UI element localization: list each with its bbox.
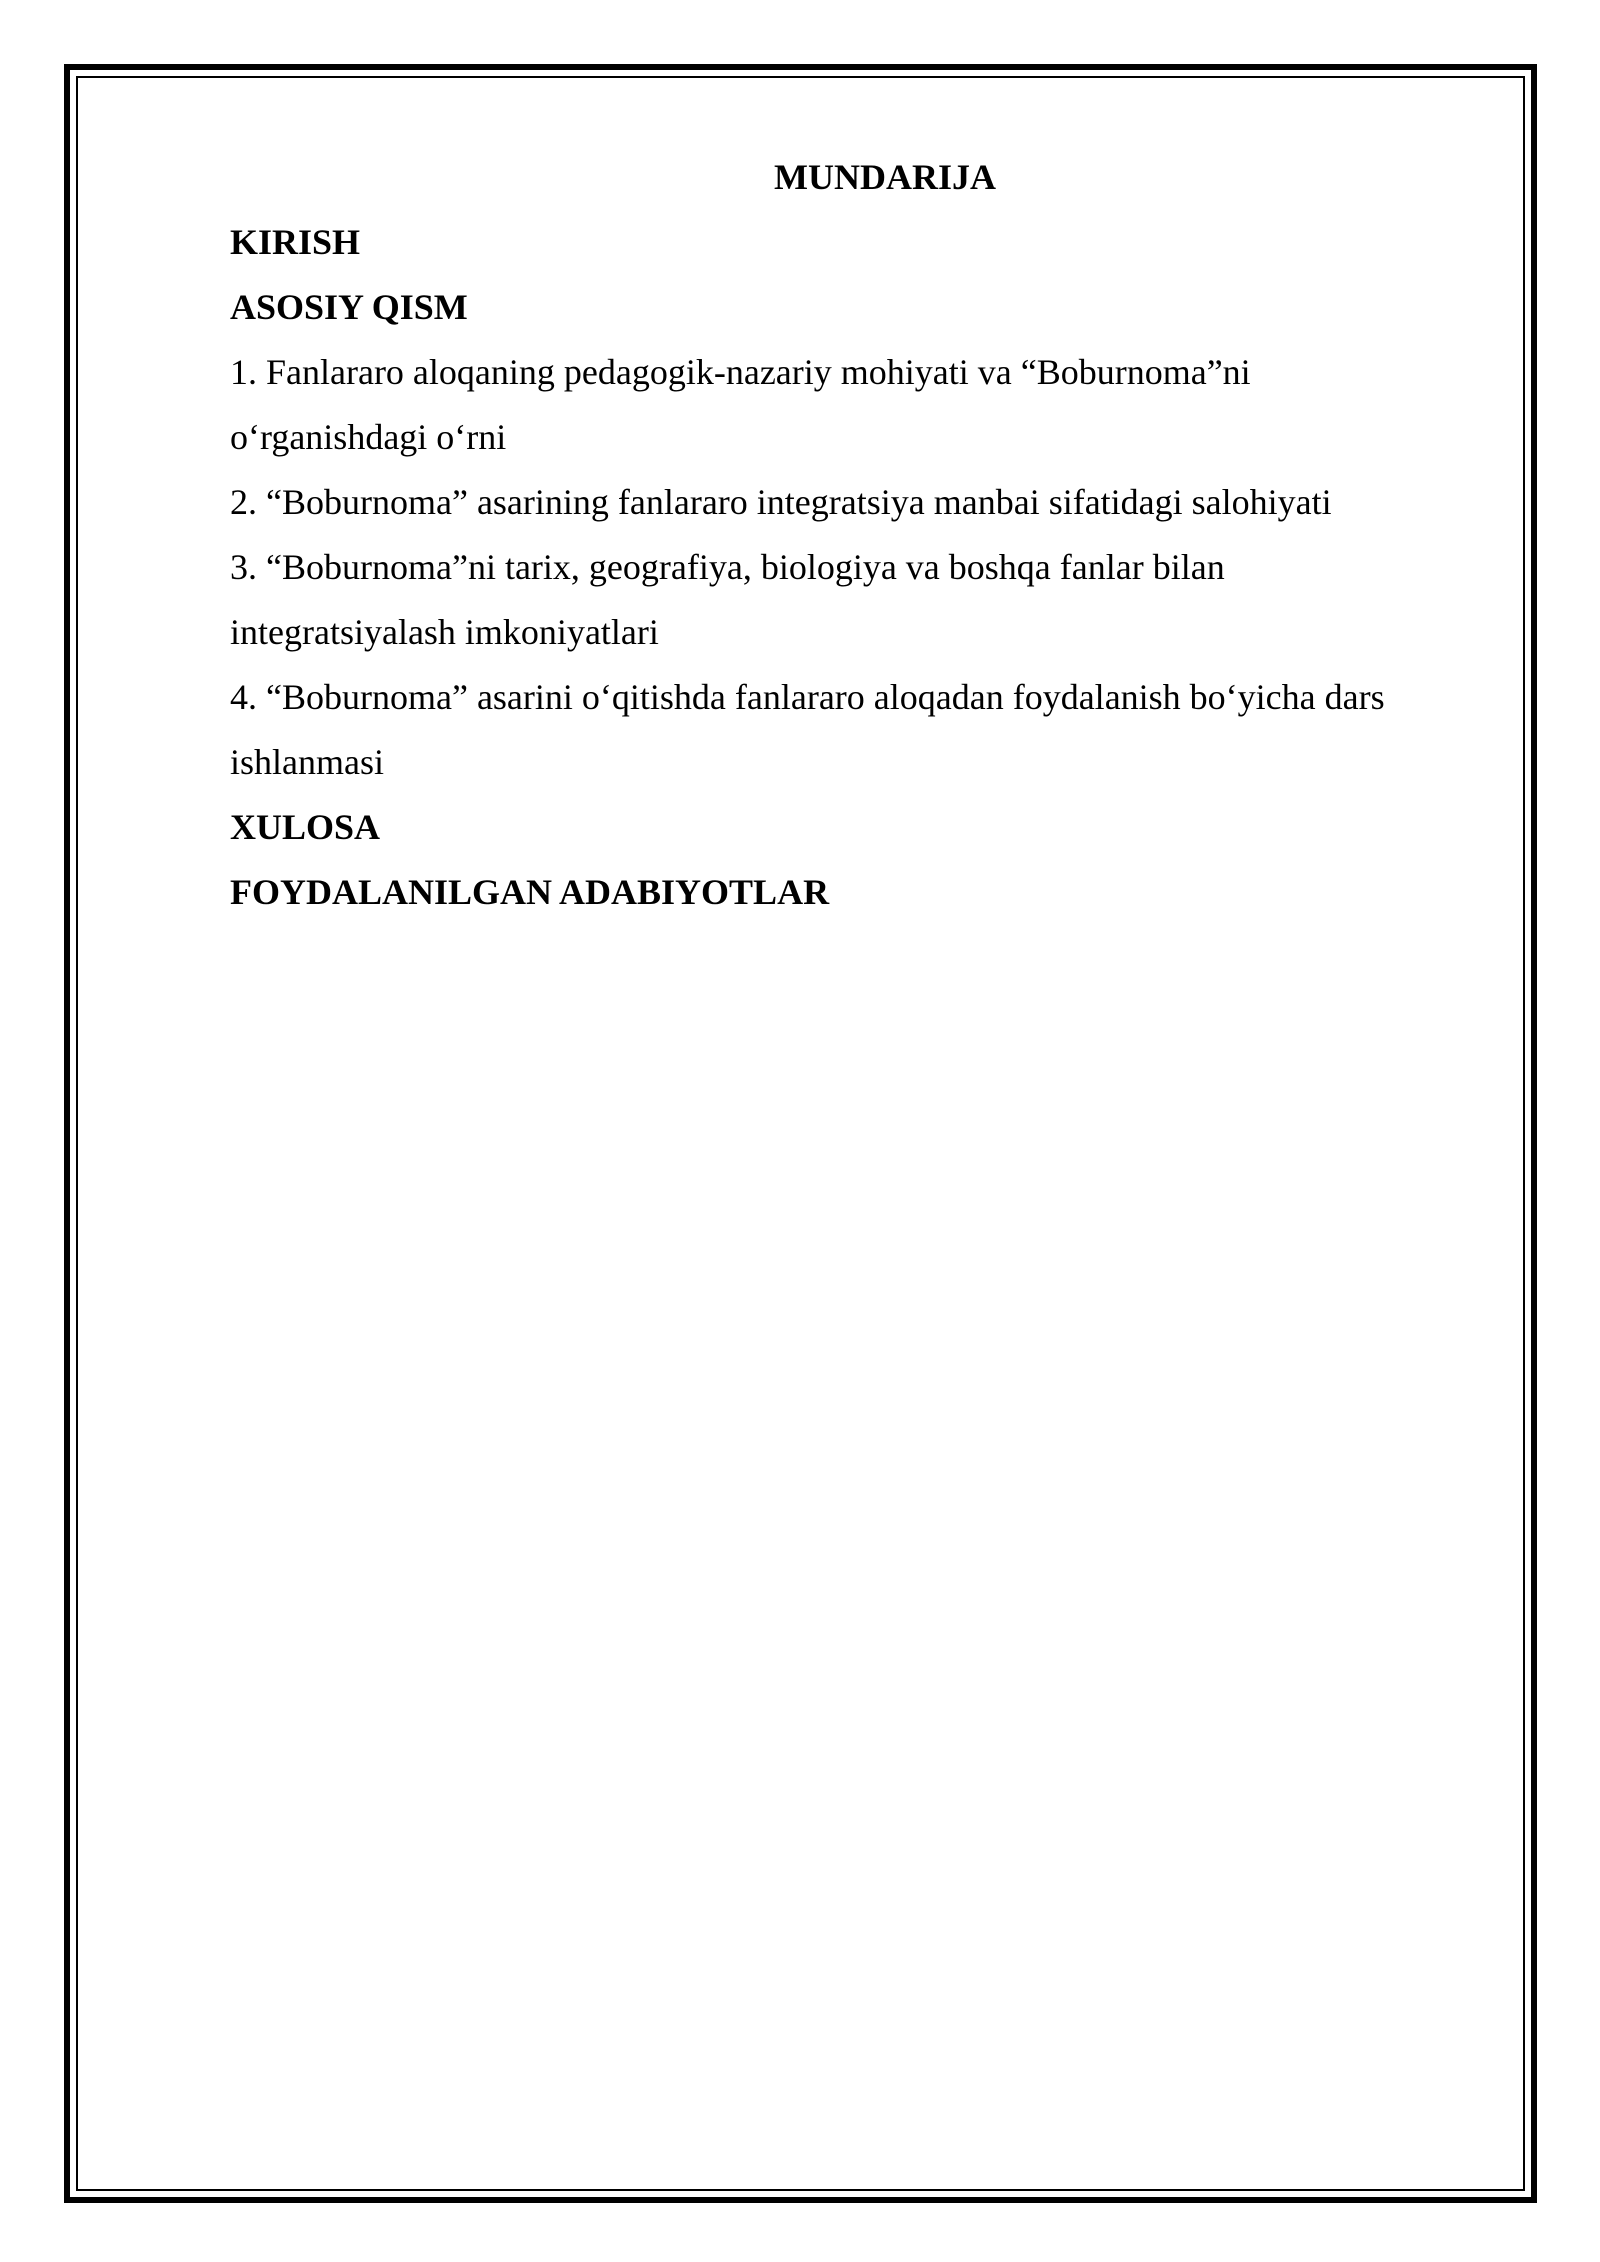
toc-entry-1: 1. Fanlararo aloqaning pedagogik-nazariy mohiyati va “Boburnoma”ni o‘rganishdagi o‘rni	[230, 352, 1251, 457]
toc-entry-4: 4. “Boburnoma” asarini o‘qitishda fanlararo aloqadan foydalanish bo‘yicha dars ishlanmasi	[230, 677, 1385, 782]
toc-entry-adabiyotlar: FOYDALANILGAN ADABIYOTLAR	[230, 872, 830, 912]
page-title: MUNDARIJA	[774, 157, 996, 197]
table-of-contents	[230, 145, 1450, 925]
toc-entry-asosiy-qism: ASOSIY QISM	[230, 287, 468, 327]
toc-entry-kirish: KIRISH	[230, 222, 361, 262]
toc-list	[230, 210, 1450, 925]
toc-entry-3: 3. “Boburnoma”ni tarix, geografiya, biologiya va boshqa fanlar bilan integratsiyalash imkoniyatlari	[230, 547, 1225, 652]
toc-entry-xulosa: XULOSA	[230, 807, 381, 847]
toc-entry-2: 2. “Boburnoma” asarining fanlararo integratsiya manbai sifatidagi salohiyati	[230, 482, 1332, 522]
